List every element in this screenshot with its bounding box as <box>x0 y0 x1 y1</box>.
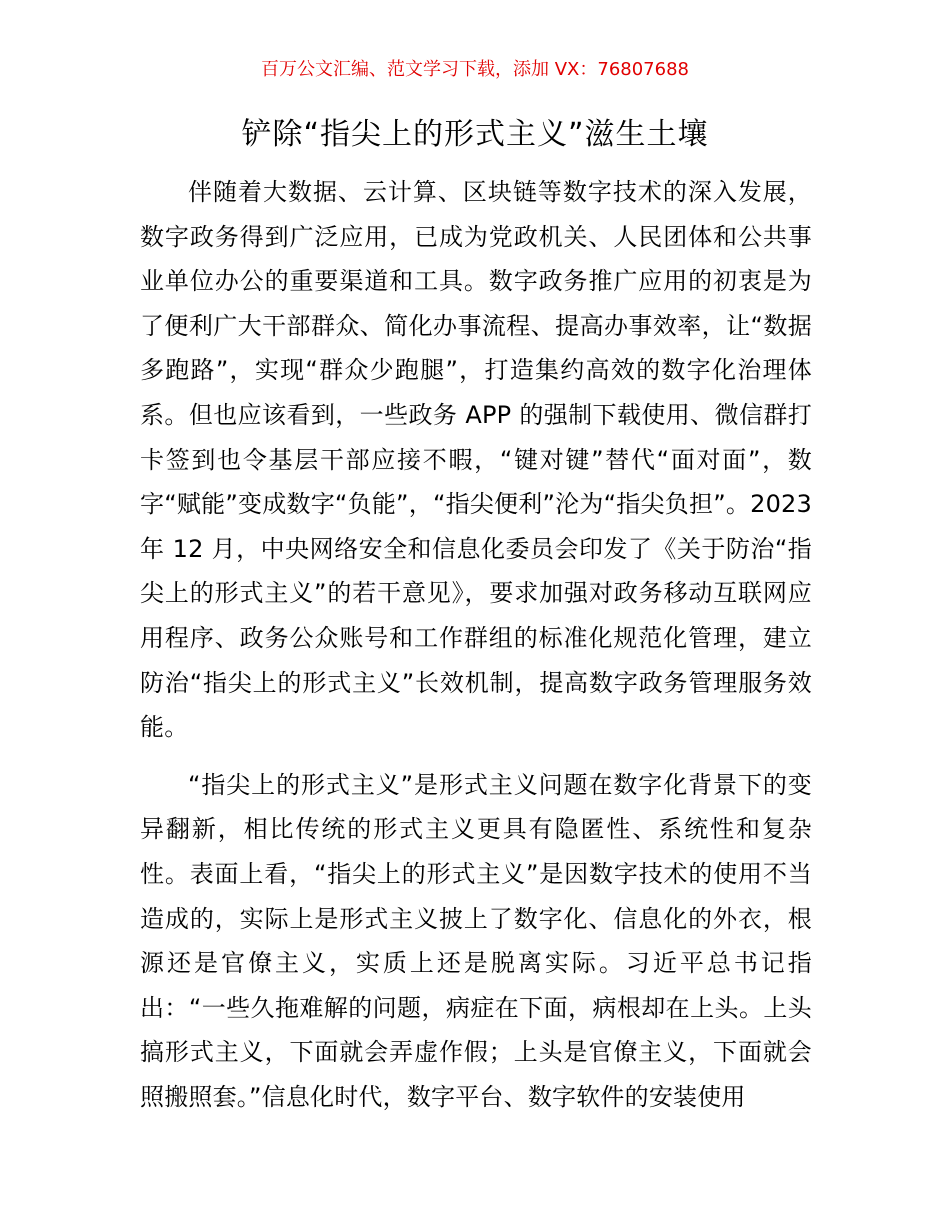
header-download-note: 百万公文汇编、范文学习下载，添加 VX：76807688 <box>261 59 689 80</box>
paragraph-1: 伴随着大数据、云计算、区块链等数字技术的深入发展，数字政务得到广泛应用，已成为党政机关、人民团体和公共事业单位办公的重要渠道和工具。数字政务推广应用的初衷是为了便利广大干部群众、简化办事流程、提高办事效率，让“数据多跑路”，实现“群众少跑腿”，打造集约高效的数字化治理体系。但也应该看到，一些政务 APP 的强制下载使用、微信群打卡签到也令基层干部应接不暇，“键对键”替代“面对面”，数字“赋能”变成数字“负能”，“指尖便利”沦为“指尖负担”。2023 年 12 月，中央网络安全和信息化委员会印发了《关于防治“指尖上的形式主义”的若干意见》，要求加强对政务移动互联网应用程序、政务公众账号和工作群组的标准化规范化管理，建立防治“指尖上的形式主义”长效机制，提高数字政务管理服务效能。 <box>140 178 812 742</box>
paragraph-2: “指尖上的形式主义”是形式主义问题在数字化背景下的变异翻新，相比传统的形式主义更具有隐匿性、系统性和复杂性。表面上看，“指尖上的形式主义”是因数字技术的使用不当造成的，实际上是形式主义披上了数字化、信息化的外衣，根源还是官僚主义，实质上还是脱离实际。习近平总书记指出：“一些久拖难解的问题，病症在下面，病根却在上头。上头搞形式主义，下面就会弄虚作假；上头是官僚主义，下面就会照搬照套。”信息化时代，数字平台、数字软件的安装使用 <box>140 770 812 1111</box>
document-body <box>140 170 812 1119</box>
document-title: 铲除“指尖上的形式主义”滋生土壤 <box>241 117 709 152</box>
